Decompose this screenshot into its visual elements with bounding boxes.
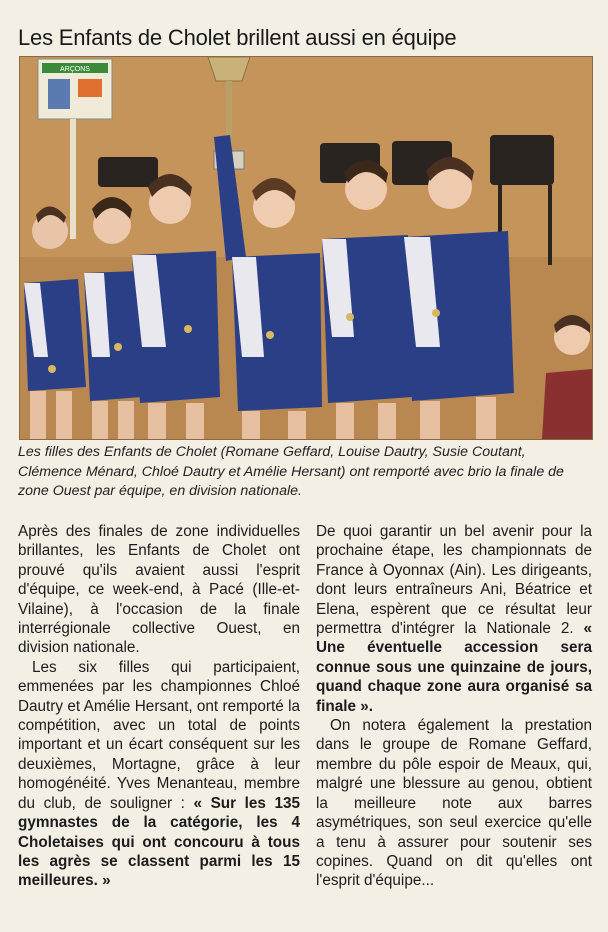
paragraph-4: On notera également la prestation dans le groupe de Romane Geffard, membre du pôle espoir de Meaux, qui, malgré une blessure au genou, obtient la meilleure note aux barres asymétriques, son seul exercice qu'elle a tenu à assurer pour soutenir ses copines. Quand on dit qu'elles ont l'esprit d'équipe...: [316, 717, 592, 890]
article-headline: Les Enfants de Cholet brillent aussi en équipe: [18, 24, 457, 50]
paragraph-3: [316, 522, 592, 716]
paragraph-3-text: De quoi garantir un bel avenir pour la prochaine étape, les championnats de France à Oyonnax (Ain). Les dirigeants, dont leurs entraîneurs Ani, Béatrice et Elena, espèrent que ce résultat leur permettra d'intégrer la Nationale 2.: [316, 523, 592, 638]
team-photo: [19, 56, 593, 440]
quote-yves-menanteau: « Sur les 135 gymnastes de la catégorie, les 4 Choletaises qui ont concouru à tous les agrès se classent parmi les 15 meilleures. »: [18, 794, 301, 890]
photo-caption: Les filles des Enfants de Cholet (Romane Geffard, Louise Dautry, Susie Coutant, Clémence Ménard, Chloé Dautry et Amélie Hersant) ont remporté avec brio la finale de zone Ouest par équipe, en division nationale.: [18, 444, 564, 499]
paragraph-1: Après des finales de zone individuelles brillantes, les Enfants de Cholet ont prouvé qu'ils avaient aussi l'esprit d'équipe, ce week-end, à Pacé (Ille-et-Vilaine), à l'occasion de la finale interrégionale collective Ouest, en division nationale.: [18, 523, 300, 657]
svg-text:ARÇONS: ARÇONS: [60, 66, 90, 73]
article-column-1: [18, 522, 300, 891]
paragraph-2-text: Les six filles qui participaient, emmenées par les championnes Chloé Dautry et Amélie Hersant, ont remporté la compétition, avec un total de points important et un écart conséquent sur les deuxièmes, Mortagne, grâce à leur homogénéité. Yves Menanteau, membre du club, de souligner :: [18, 658, 300, 812]
article-column-2: [316, 522, 592, 891]
paragraph-2: [18, 658, 300, 891]
quote-accession: « Une éventuelle accession sera connue sous une quinzaine de jours, quand chaque zone aura organisé sa finale ».: [316, 620, 592, 715]
